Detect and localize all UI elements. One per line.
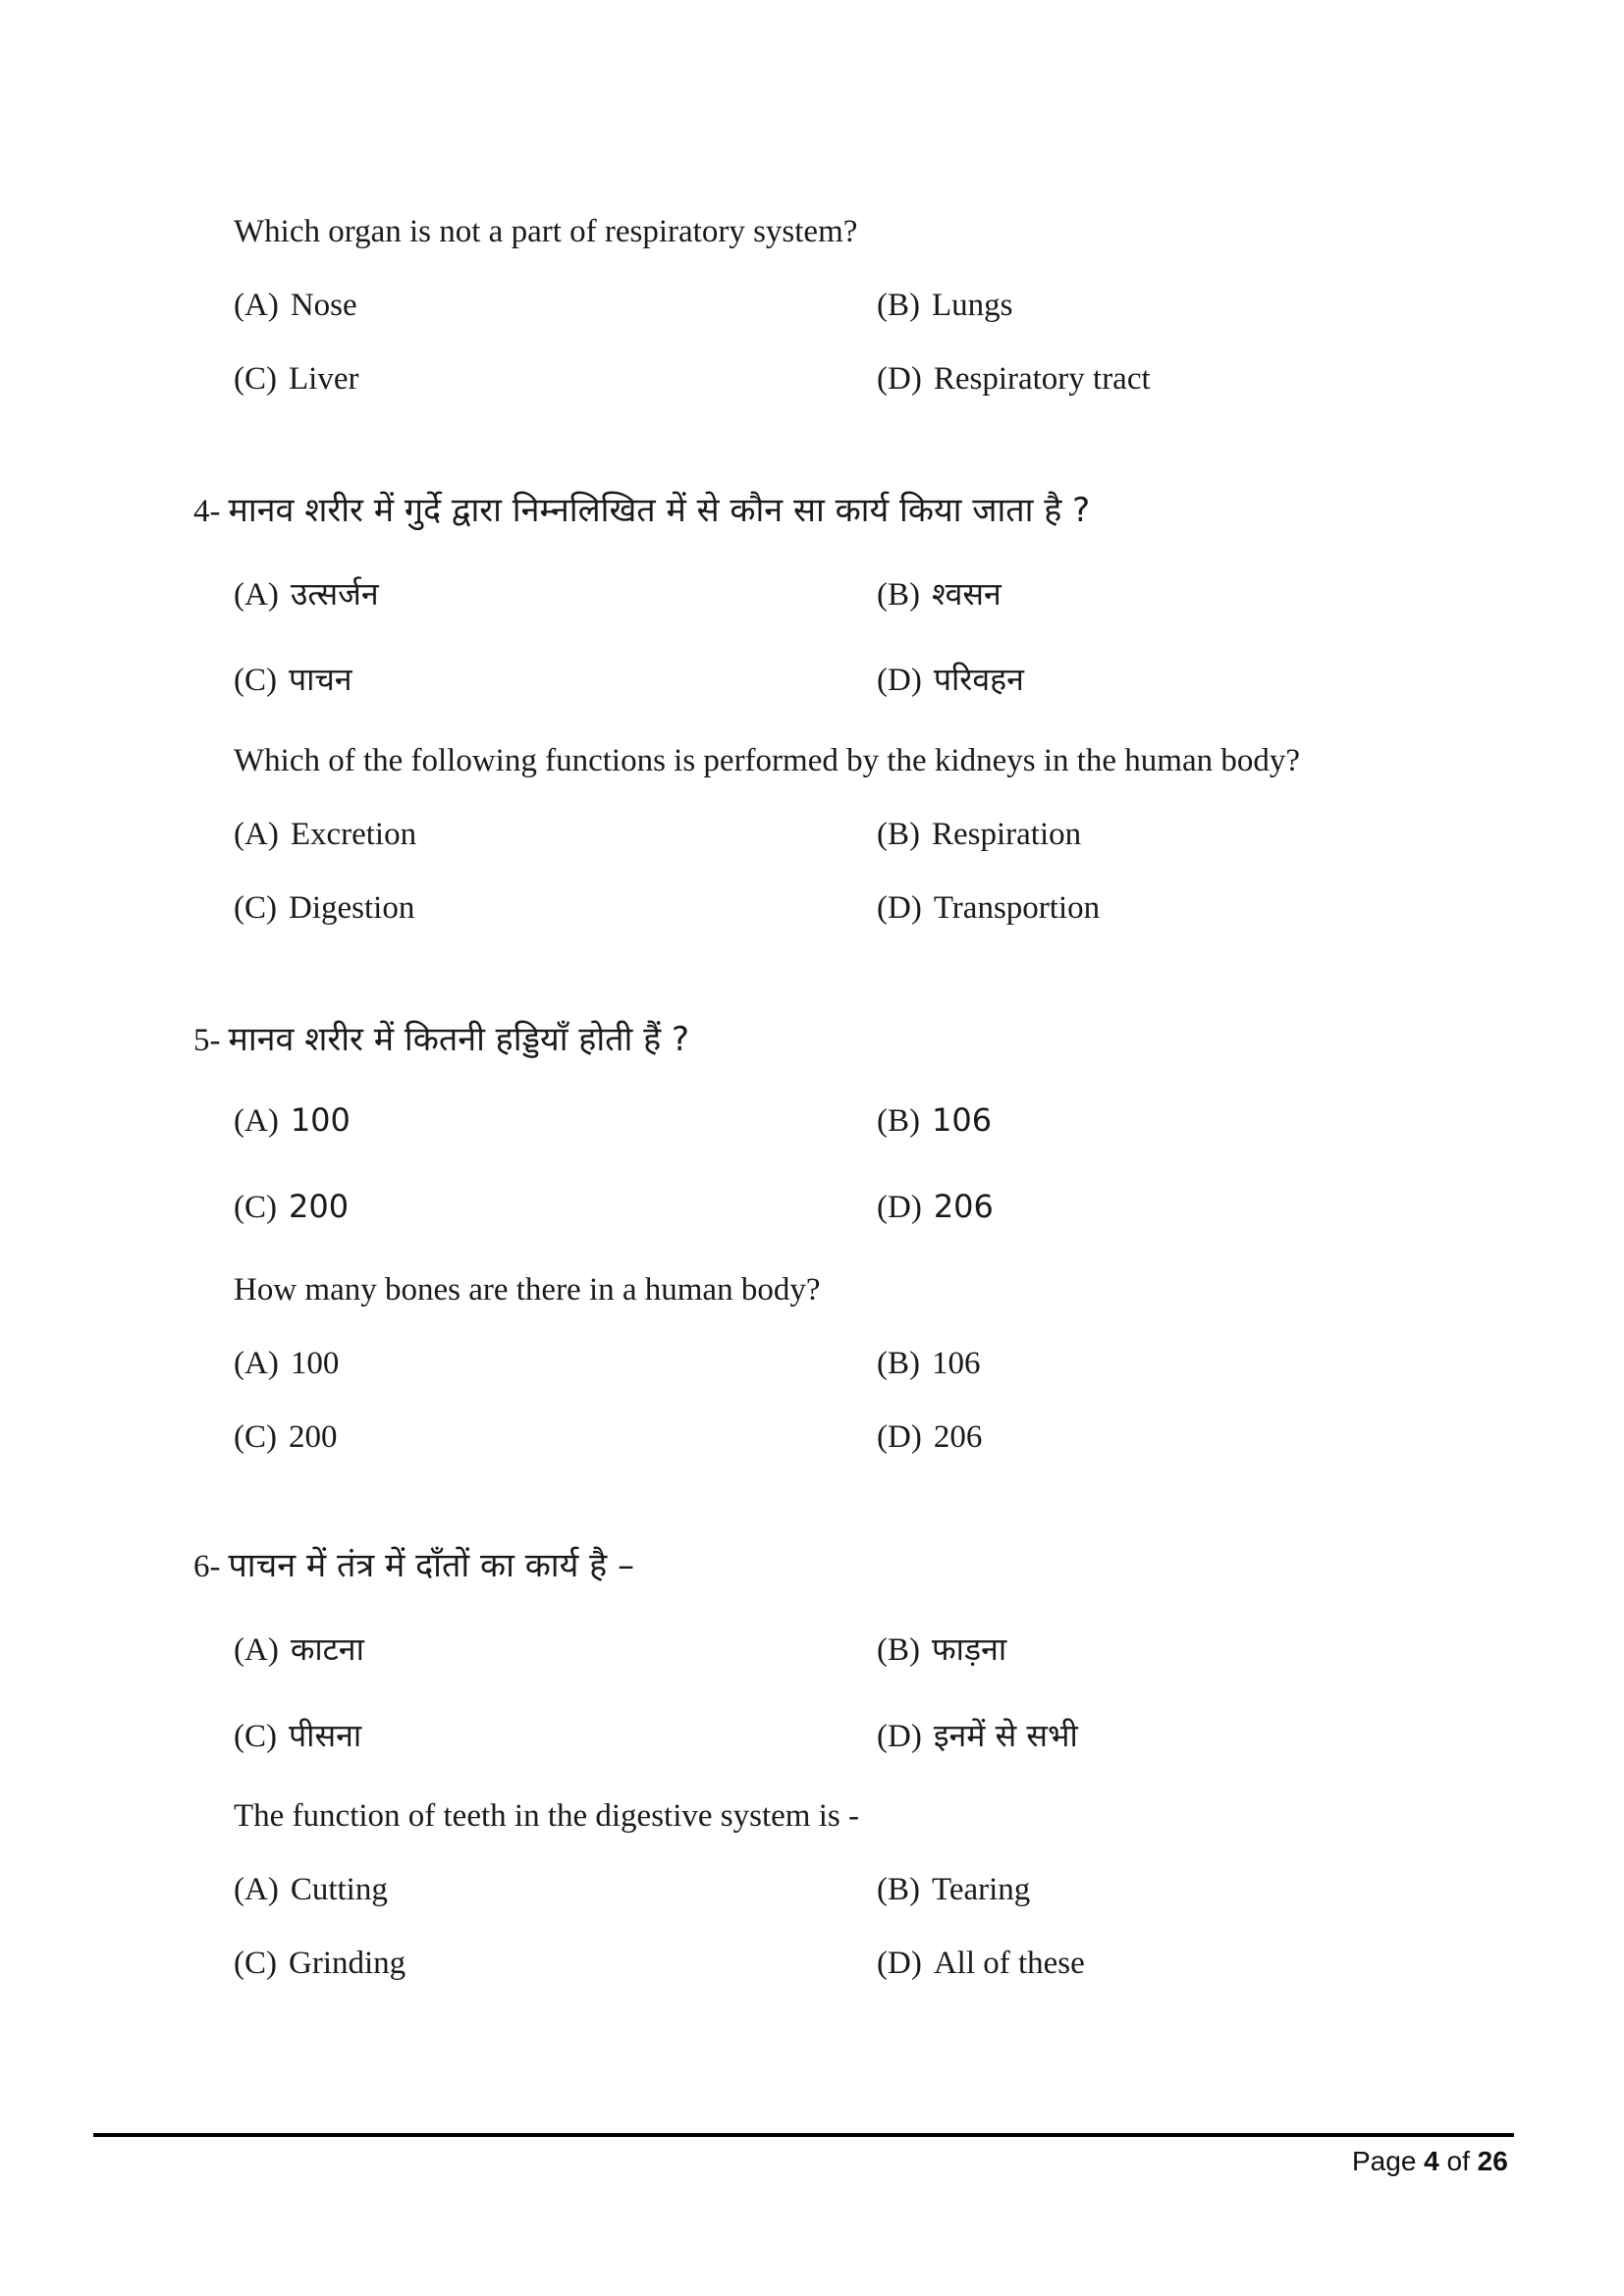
q4-english-option-a: (A) Excretion xyxy=(234,817,417,852)
q4-english-option-b: (B) Respiration xyxy=(877,817,1082,852)
q4-english-question: Which of the following functions is performed by the kidneys in the human body? xyxy=(234,743,1301,778)
q6-hindi-option-d: (D) इनमें से सभी xyxy=(877,1717,1078,1754)
q3-english-option-b: (B) Lungs xyxy=(877,288,1013,323)
q5-english-option-c: (C) 200 xyxy=(234,1419,338,1455)
q5-hindi-option-a: (A) 100 xyxy=(234,1101,351,1139)
q5-english-option-b: (B) 106 xyxy=(877,1346,981,1381)
question-text: मानव शरीर में कितनी हड्डियाँ होती हैं ? xyxy=(228,1020,690,1059)
q5-english-option-a: (A) 100 xyxy=(234,1346,340,1381)
q5-english-question: How many bones are there in a human body? xyxy=(234,1272,821,1308)
q4-hindi-question xyxy=(193,486,1090,531)
q6-hindi-question xyxy=(193,1541,634,1586)
q6-english-option-a: (A) Cutting xyxy=(234,1872,388,1907)
q4-hindi-option-c: (C) पाचन xyxy=(234,661,352,698)
q6-english-question: The function of teeth in the digestive system is - xyxy=(234,1798,859,1834)
q4-english-option-d: (D) Transportion xyxy=(877,890,1101,926)
q6-hindi-option-a: (A) काटना xyxy=(234,1630,364,1668)
q3-english-option-c: (C) Liver xyxy=(234,361,359,397)
q5-english-option-d: (D) 206 xyxy=(877,1419,983,1455)
q4-english-option-c: (C) Digestion xyxy=(234,890,415,926)
total-pages: 26 xyxy=(1477,2146,1508,2176)
q5-hindi-option-c: (C) 200 xyxy=(234,1188,350,1225)
page-number: Page 4 of 26 xyxy=(1352,2146,1508,2176)
question-text: मानव शरीर में गुर्दे द्वारा निम्नलिखित में से कौन सा कार्य किया जाता है ? xyxy=(228,491,1091,530)
question-number: 4- xyxy=(193,494,221,529)
q4-hindi-option-d: (D) परिवहन xyxy=(877,661,1024,698)
question-number: 5- xyxy=(193,1023,221,1058)
q5-hindi-option-d: (D) 206 xyxy=(877,1188,994,1225)
q4-hindi-option-a: (A) उत्सर्जन xyxy=(234,575,379,613)
current-page: 4 xyxy=(1424,2146,1439,2176)
q6-english-option-b: (B) Tearing xyxy=(877,1872,1031,1907)
question-number: 6- xyxy=(193,1549,221,1584)
q6-hindi-option-c: (C) पीसना xyxy=(234,1717,362,1754)
q3-english-question: Which organ is not a part of respiratory system? xyxy=(234,214,858,249)
footer-divider xyxy=(93,2133,1514,2137)
q6-english-option-c: (C) Grinding xyxy=(234,1946,406,1981)
q3-english-option-a: (A) Nose xyxy=(234,288,357,323)
q4-hindi-option-b: (B) श्वसन xyxy=(877,575,1001,613)
q5-hindi-option-b: (B) 106 xyxy=(877,1101,993,1139)
question-text: पाचन में तंत्र में दाँतों का कार्य है – xyxy=(228,1546,635,1585)
q3-english-option-d: (D) Respiratory tract xyxy=(877,361,1151,397)
q6-hindi-option-b: (B) फाड़ना xyxy=(877,1630,1007,1668)
q6-english-option-d: (D) All of these xyxy=(877,1946,1085,1981)
q5-hindi-question xyxy=(193,1015,689,1060)
